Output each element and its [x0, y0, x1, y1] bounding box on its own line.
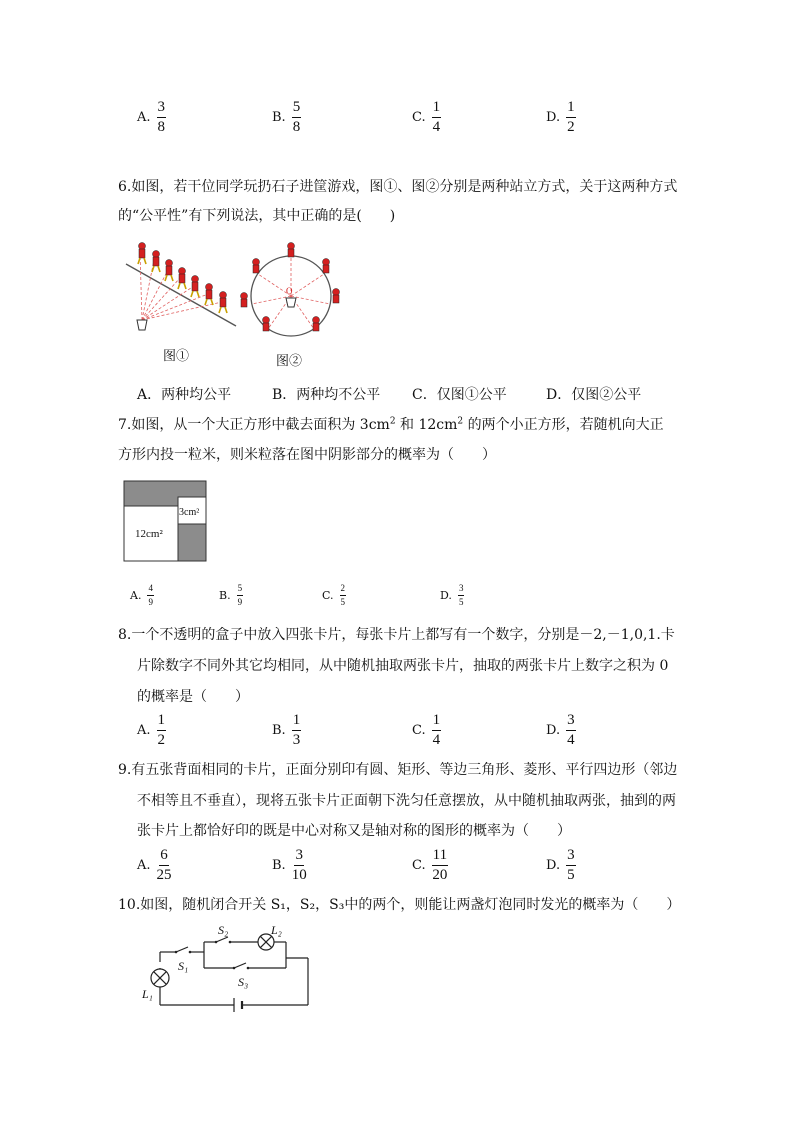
fraction: $\frac{1}{2}$: [157, 712, 166, 748]
q9-line-1: 9.有五张背面相同的卡片，正面分别印有圆、矩形、等边三角形、菱形、平行四边形（邻边: [118, 762, 678, 778]
q6-line-2: 的“公平性”有下列说法，其中正确的是( ): [118, 208, 396, 224]
option-letter: D.: [546, 858, 561, 873]
option-letter: C.: [412, 110, 426, 125]
fraction: $\frac{1}{2}$: [567, 99, 575, 135]
basket-icon: [286, 298, 296, 307]
option-letter: C.: [412, 858, 426, 873]
q7-squares-figure: [123, 480, 209, 564]
option-letter: B.: [272, 110, 286, 125]
basket-icon: [137, 320, 147, 330]
option-letter: C.: [412, 723, 426, 738]
fraction: $\frac{1}{4}$: [432, 99, 441, 135]
q8-option-c[interactable]: [412, 713, 441, 748]
q5-option-d[interactable]: [546, 100, 576, 135]
fraction: $\frac{5}{8}$: [292, 99, 301, 135]
l1-label: L₁: [142, 987, 153, 1001]
fraction: $\frac{3}{8}$: [157, 99, 166, 135]
q7-option-d[interactable]: [440, 584, 464, 607]
q5-option-c[interactable]: [412, 100, 441, 135]
q6-option-c[interactable]: [412, 384, 507, 404]
fraction: $\frac{2}{5}$: [340, 583, 346, 607]
q7-text-b: 和 12cm: [395, 417, 458, 433]
option-letter: D.: [546, 110, 561, 125]
fraction: $\frac{6}{25}$: [156, 847, 172, 883]
q8-line-1: 8.一个不透明的盒子中放入四张卡片，每张卡片上都写有一个数字，分别是－2,－1,0,1.卡: [118, 627, 675, 643]
option-letter: B.: [219, 589, 231, 602]
q8-option-b[interactable]: [272, 713, 301, 748]
battery-icon: [234, 998, 242, 1012]
option-letter: C.: [322, 589, 334, 602]
option-letter: A.: [137, 723, 151, 738]
figure-1-label: 图①: [163, 349, 190, 364]
option-letter: A.: [130, 589, 142, 602]
q9-option-d[interactable]: [546, 848, 576, 883]
s3-label: S₃: [238, 975, 249, 989]
q6-figure: [118, 232, 348, 342]
q7-line-2: 方形内投一粒米，则米粒落在图中阴影部分的概率为（ ）: [118, 447, 496, 463]
q6-option-b[interactable]: [272, 384, 380, 404]
s1-label: S₁: [178, 959, 189, 973]
q7-text-a: 7.如图，从一个大正方形中截去面积为 3cm: [118, 417, 390, 433]
q7-line-1: [118, 414, 664, 434]
option-letter: B.: [272, 858, 286, 873]
fraction: $\frac{11}{20}$: [432, 847, 448, 883]
fraction: $\frac{3}{10}$: [291, 847, 307, 883]
q9-line-2: 不相等且不垂直），现将五张卡片正面朝下洗匀任意摆放，从中随机抽取两张，抽到的两: [137, 793, 676, 809]
fraction: $\frac{3}{4}$: [567, 712, 575, 748]
q10-circuit-diagram: [138, 922, 318, 1012]
q8-line-3: 的概率是（ ）: [137, 689, 249, 705]
q8-line-2: 片除数字不同外其它均相同，从中随机抽取两张卡片，抽取的两张卡片上数字之积为 0: [137, 658, 669, 674]
s2-label: S₂: [218, 923, 229, 937]
option-letter: D.: [546, 723, 561, 738]
small-square-label: 3cm²: [179, 507, 200, 518]
fraction: $\frac{3}{5}$: [458, 583, 464, 607]
option-letter: B.: [272, 723, 286, 738]
option-letter: A.: [137, 858, 151, 873]
fraction: $\frac{4}{9}$: [148, 583, 153, 607]
q9-option-b[interactable]: [272, 848, 307, 883]
option-text: D．仅图②公平: [546, 387, 642, 403]
option-text: A．两种均公平: [137, 387, 232, 403]
fraction: $\frac{5}{9}$: [237, 583, 243, 607]
q7-option-b[interactable]: [219, 584, 243, 607]
figure-2-label: 图②: [276, 354, 303, 369]
q8-option-a[interactable]: [137, 713, 166, 748]
q9-option-c[interactable]: [412, 848, 448, 883]
q7-option-a[interactable]: [130, 584, 154, 607]
q9-option-a[interactable]: [137, 848, 172, 883]
option-text: C．仅图①公平: [412, 387, 507, 403]
center-label: O: [286, 286, 293, 296]
q5-option-a[interactable]: [137, 100, 166, 135]
q6-line-1: 6.如图，若干位同学玩扔石子进筐游戏，图①、图②分别是两种站立方式，关于这两种方式: [118, 179, 678, 195]
q8-option-d[interactable]: [546, 713, 576, 748]
q5-option-b[interactable]: [272, 100, 301, 135]
fraction: $\frac{1}{4}$: [432, 712, 441, 748]
q7-sup-2: 2: [457, 416, 464, 427]
option-letter: A.: [137, 110, 151, 125]
lamp-l1-icon: [151, 969, 169, 987]
q6-option-a[interactable]: [137, 384, 231, 404]
option-letter: D.: [440, 589, 452, 602]
fraction: $\frac{3}{5}$: [567, 847, 575, 883]
fraction: $\frac{1}{3}$: [292, 712, 301, 748]
q6-option-d[interactable]: [546, 384, 641, 404]
q9-line-3: 张卡片上都恰好印的既是中心对称又是轴对称的图形的概率为（ ）: [137, 823, 571, 839]
q7-text-c: 的两个小正方形，若随机向大正: [463, 417, 664, 433]
q7-sup-1: 2: [389, 416, 396, 427]
l2-label: L₂: [271, 923, 282, 937]
q10-line-1: 10.如图，随机闭合开关 S₁，S₂，S₃中的两个，则能让两盏灯泡同时发光的概率为（ ）: [118, 897, 681, 913]
option-text: B．两种均不公平: [272, 387, 381, 403]
big-square-label: 12cm²: [135, 528, 163, 540]
q7-option-c[interactable]: [322, 584, 346, 607]
